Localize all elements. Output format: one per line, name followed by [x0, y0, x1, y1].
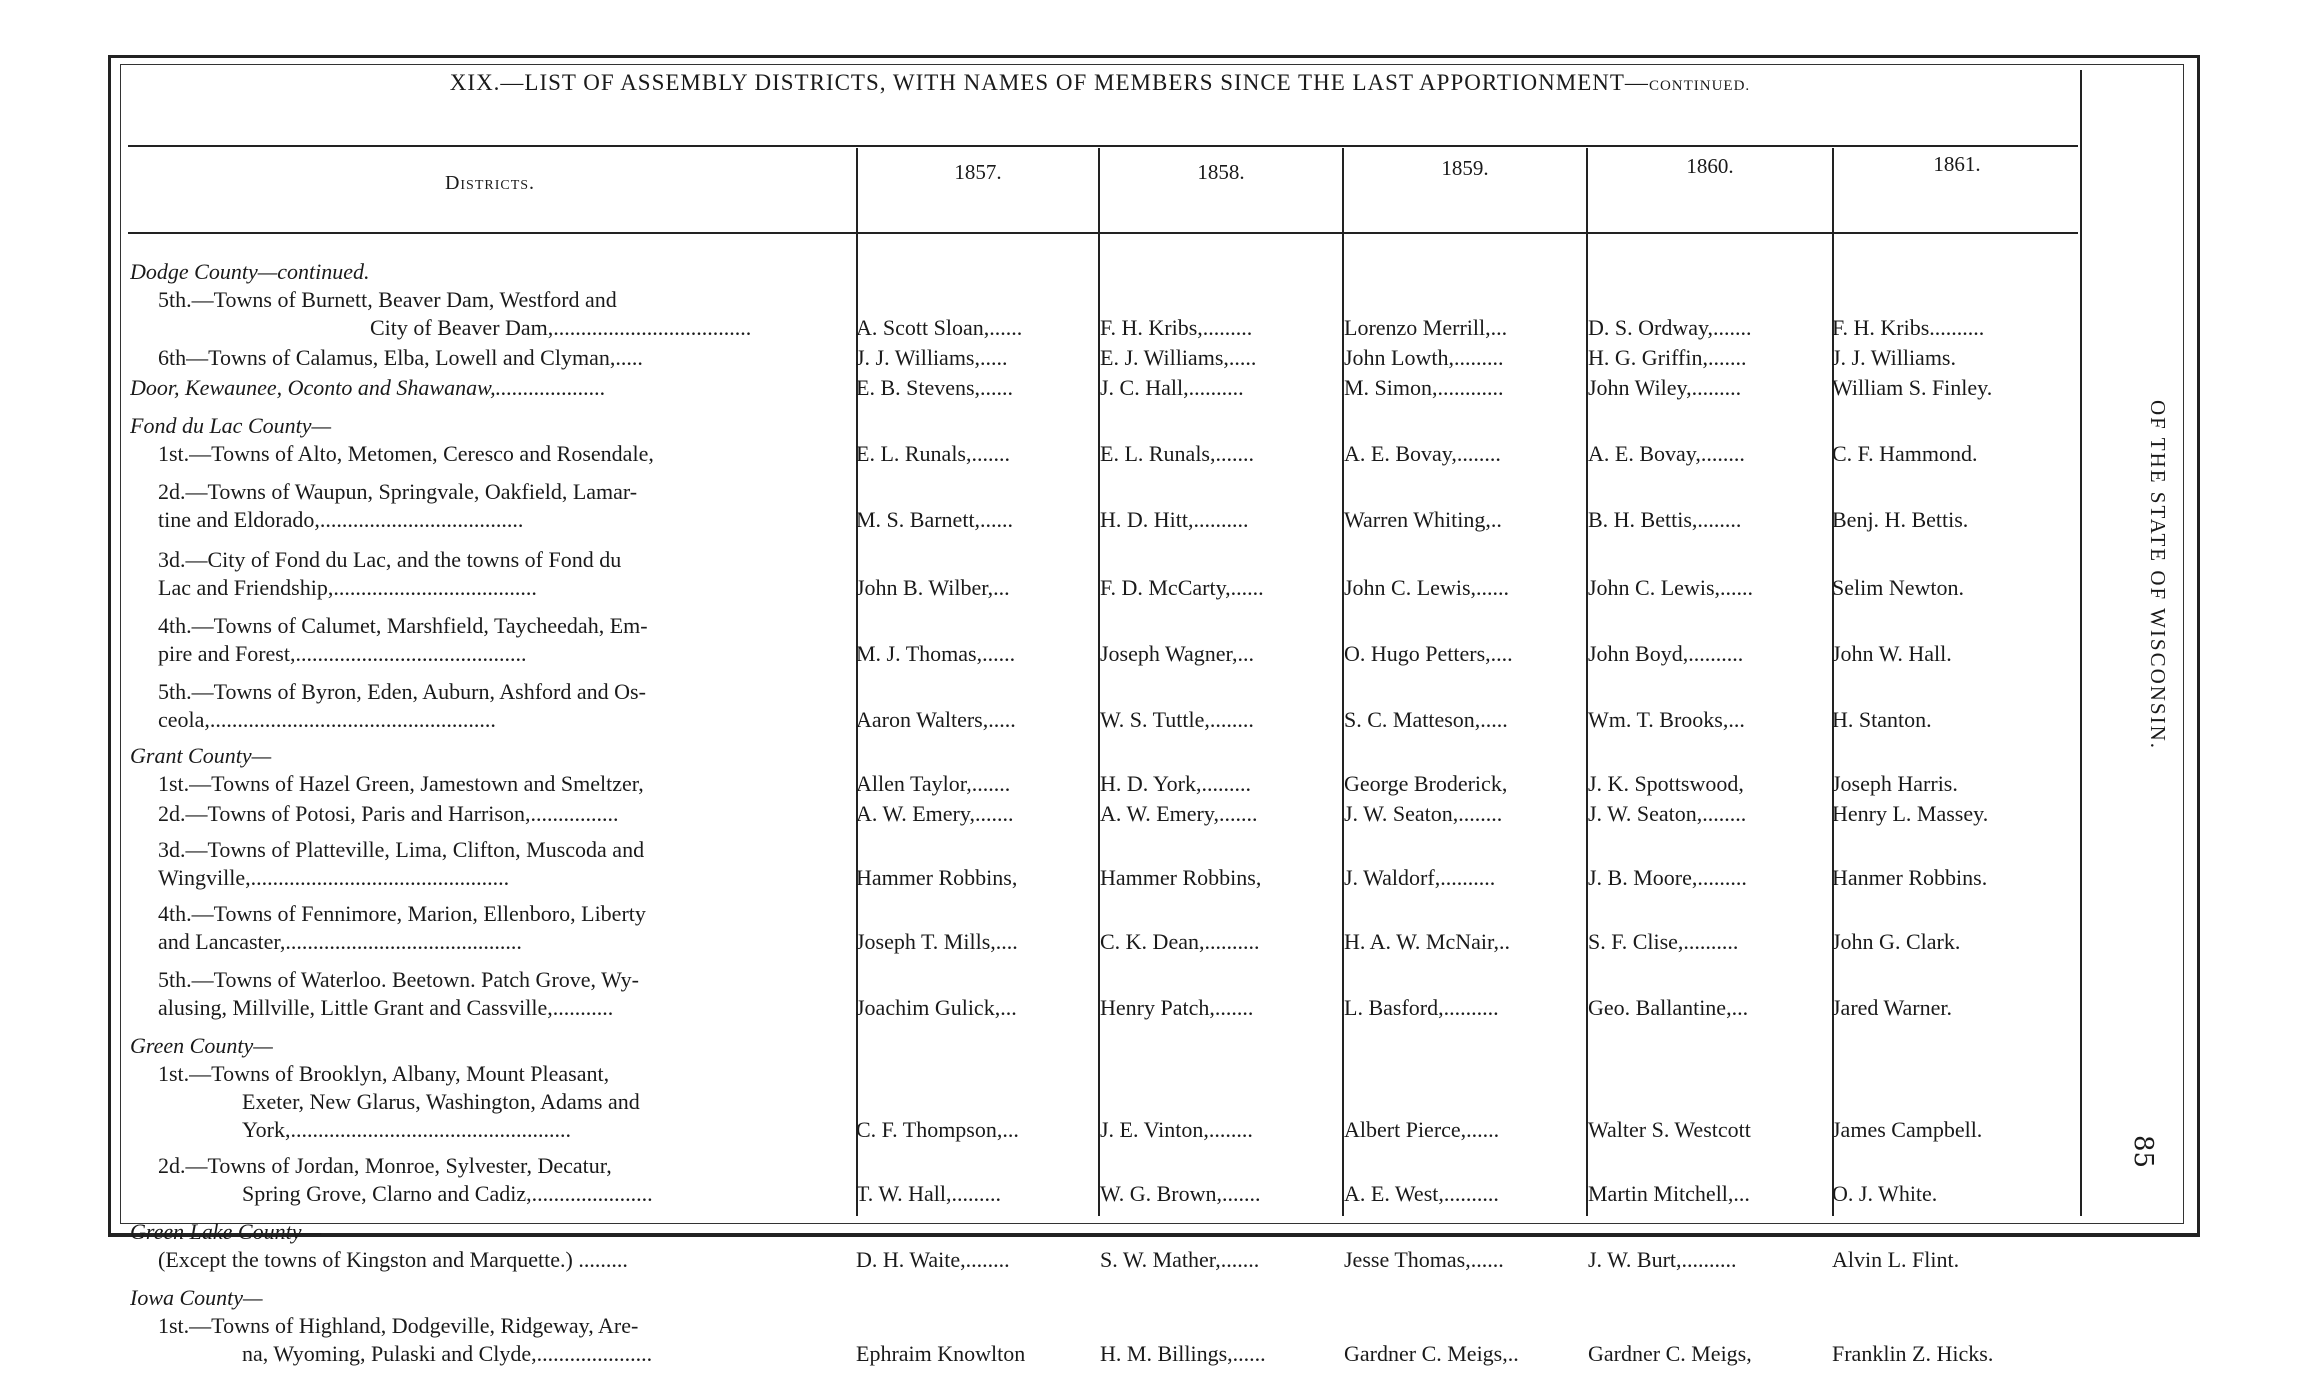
table-row	[130, 478, 2080, 534]
member-1859: George Broderick,	[1344, 771, 1508, 796]
member-1859: H. A. W. McNair,..	[1344, 929, 1510, 954]
district-cell	[130, 1218, 848, 1274]
member-1861: Benj. H. Bettis.	[1832, 507, 1969, 532]
header-1861: 1861.	[1933, 152, 1981, 176]
member-1861: John W. Hall.	[1832, 641, 1952, 666]
county-name: Dodge County—continued.	[130, 259, 370, 284]
member-1857: A. W. Emery,.......	[856, 801, 1014, 826]
county-name: Green Lake County—	[130, 1219, 322, 1244]
member-1859: Gardner C. Meigs,..	[1344, 1341, 1519, 1366]
district-line: alusing, Millville, Little Grant and Cassville,...........	[158, 995, 614, 1020]
member-1860: Martin Mitchell,...	[1588, 1181, 1750, 1206]
district-line: City of Beaver Dam,....................................	[370, 315, 752, 340]
member-1857: E. B. Stevens,......	[856, 375, 1014, 400]
member-1859: John C. Lewis,......	[1344, 575, 1509, 600]
member-1861: Alvin L. Flint.	[1832, 1247, 1960, 1272]
table-row	[130, 800, 2080, 828]
member-1861: Jared Warner.	[1832, 995, 1952, 1020]
member-1859: J. Waldorf,..........	[1344, 865, 1496, 890]
header-1857: 1857.	[954, 160, 1002, 184]
member-1858: Henry Patch,.......	[1100, 995, 1254, 1020]
member-1858: E. J. Williams,.....	[1100, 345, 1257, 370]
table-row	[130, 374, 2080, 402]
county-name: Fond du Lac County—	[130, 413, 332, 438]
member-1858: S. W. Mather,.......	[1100, 1247, 1260, 1272]
district-cell	[130, 900, 848, 956]
member-1859: Jesse Thomas,......	[1344, 1247, 1504, 1272]
member-1858: Joseph Wagner,...	[1100, 641, 1254, 666]
member-1859: J. W. Seaton,........	[1344, 801, 1503, 826]
district-cell	[130, 412, 848, 468]
table-row	[130, 1284, 2080, 1368]
page-number: 85	[2128, 1135, 2158, 1169]
district-line: Spring Grove, Clarno and Cadiz,......................	[242, 1181, 653, 1206]
table-row	[130, 1218, 2080, 1274]
district-cell	[130, 258, 848, 342]
district-cell	[130, 966, 848, 1022]
district-cell	[130, 374, 848, 402]
table-row	[130, 412, 2080, 468]
district-line: 1st.—Towns of Hazel Green, Jamestown and Smeltzer,	[158, 771, 644, 796]
member-1860: John C. Lewis,......	[1588, 575, 1753, 600]
district-line: tine and Eldorado,.....................................	[158, 507, 524, 532]
table-row	[130, 966, 2080, 1022]
header-rule	[128, 232, 2078, 234]
title-rule	[128, 145, 2078, 147]
member-1860: Geo. Ballantine,...	[1588, 995, 1749, 1020]
member-1857: E. L. Runals,.......	[856, 441, 1010, 466]
member-1859: Warren Whiting,..	[1344, 507, 1502, 532]
member-1861: Joseph Harris.	[1832, 771, 1958, 796]
member-1858: F. H. Kribs,.........	[1100, 315, 1253, 340]
member-1857: Hammer Robbins,	[856, 865, 1018, 890]
member-1858: W. S. Tuttle,........	[1100, 707, 1254, 732]
member-1861: O. J. White.	[1832, 1181, 1938, 1206]
member-1861: H. Stanton.	[1832, 707, 1932, 732]
district-cell	[130, 478, 848, 534]
member-1857: M. S. Barnett,......	[856, 507, 1014, 532]
table-title-main: XIX.—LIST OF ASSEMBLY DISTRICTS, WITH NAMES OF MEMBERS SINCE THE LAST APPORTIONMENT—	[449, 70, 1649, 95]
member-1858: C. K. Dean,..........	[1100, 929, 1260, 954]
member-1857: J. J. Williams,.....	[856, 345, 1008, 370]
member-1858: A. W. Emery,.......	[1100, 801, 1258, 826]
member-1859: L. Basford,..........	[1344, 995, 1499, 1020]
member-1860: B. H. Bettis,........	[1588, 507, 1742, 532]
county-name: Green County—	[130, 1033, 273, 1058]
table-row	[130, 344, 2080, 372]
district-line: 1st.—Towns of Highland, Dodgeville, Ridgeway, Are-	[158, 1313, 639, 1338]
member-1857: Ephraim Knowlton	[856, 1341, 1026, 1366]
district-line: 3d.—Towns of Platteville, Lima, Clifton, Muscoda and	[158, 837, 645, 862]
member-1858: H. D. Hitt,..........	[1100, 507, 1249, 532]
member-1860: John Boyd,..........	[1588, 641, 1744, 666]
district-cell	[130, 678, 848, 734]
district-cell	[130, 1284, 848, 1368]
member-1860: S. F. Clise,..........	[1588, 929, 1739, 954]
member-1857: Joachim Gulick,...	[856, 995, 1017, 1020]
county-name: Iowa County—	[130, 1285, 263, 1310]
district-line: ceola,....................................................	[158, 707, 496, 732]
member-1861: J. J. Williams.	[1832, 345, 1956, 370]
member-1859: O. Hugo Petters,....	[1344, 641, 1513, 666]
running-head: OF THE STATE OF WISCONSIN.	[2146, 400, 2170, 750]
member-1861: Henry L. Massey.	[1832, 801, 1989, 826]
district-line: 1st.—Towns of Alto, Metomen, Ceresco and Rosendale,	[158, 441, 654, 466]
member-1860: John Wiley,.........	[1588, 375, 1742, 400]
member-1859: A. E. West,..........	[1344, 1181, 1499, 1206]
member-1857: Joseph T. Mills,....	[856, 929, 1018, 954]
member-1859: Lorenzo Merrill,...	[1344, 315, 1508, 340]
district-cell	[130, 612, 848, 668]
district-line: 4th.—Towns of Calumet, Marshfield, Taycheedah, Em-	[158, 613, 648, 638]
table-row	[130, 258, 2080, 342]
table-row	[130, 836, 2080, 892]
table-row	[130, 900, 2080, 956]
member-1857: M. J. Thomas,......	[856, 641, 1016, 666]
member-1860: Wm. T. Brooks,...	[1588, 707, 1745, 732]
member-1860: Walter S. Westcott	[1588, 1117, 1751, 1142]
table-row	[130, 1152, 2080, 1208]
district-cell	[130, 1032, 848, 1144]
district-line: and Lancaster,...........................................	[158, 929, 522, 954]
member-1860: J. K. Spottswood,	[1588, 771, 1744, 796]
member-1859: S. C. Matteson,.....	[1344, 707, 1508, 732]
member-1858: W. G. Brown,.......	[1100, 1181, 1261, 1206]
member-1859: M. Simon,............	[1344, 375, 1504, 400]
county-name: Door, Kewaunee, Oconto and Shawanaw,....................	[130, 375, 606, 400]
member-1858: Hammer Robbins,	[1100, 865, 1262, 890]
member-1857: Aaron Walters,.....	[856, 707, 1016, 732]
header-1859: 1859.	[1441, 156, 1489, 180]
side-divider	[2080, 70, 2082, 1216]
member-1860: H. G. Griffin,.......	[1588, 345, 1747, 370]
member-1858: J. E. Vinton,........	[1100, 1117, 1253, 1142]
table-row	[130, 546, 2080, 602]
district-line: 3d.—City of Fond du Lac, and the towns of Fond du	[158, 547, 622, 572]
member-1860: J. B. Moore,.........	[1588, 865, 1747, 890]
member-1857: A. Scott Sloan,......	[856, 315, 1023, 340]
member-1860: A. E. Bovay,........	[1588, 441, 1745, 466]
member-1857: C. F. Thompson,...	[856, 1117, 1019, 1142]
district-line: 4th.—Towns of Fennimore, Marion, Ellenboro, Liberty	[158, 901, 646, 926]
district-cell	[130, 742, 848, 798]
member-1858: H. D. York,.........	[1100, 771, 1251, 796]
member-1860: D. S. Ordway,.......	[1588, 315, 1752, 340]
table-row	[130, 612, 2080, 668]
header-districts: Districts.	[444, 172, 536, 194]
member-1861: F. H. Kribs..........	[1832, 315, 1985, 340]
district-line: 2d.—Towns of Jordan, Monroe, Sylvester, Decatur,	[158, 1153, 612, 1178]
member-1861: C. F. Hammond.	[1832, 441, 1978, 466]
district-cell	[130, 344, 848, 372]
district-line: pire and Forest,..........................................	[158, 641, 527, 666]
member-1857: John B. Wilber,...	[856, 575, 1010, 600]
member-1859: Albert Pierce,......	[1344, 1117, 1500, 1142]
district-cell	[130, 546, 848, 602]
member-1858: E. L. Runals,.......	[1100, 441, 1254, 466]
table-title	[130, 70, 2070, 96]
district-line: Lac and Friendship,.....................................	[158, 575, 537, 600]
district-line: 2d.—Towns of Potosi, Paris and Harrison,................	[158, 801, 619, 826]
district-line: 5th.—Towns of Waterloo. Beetown. Patch Grove, Wy-	[158, 967, 639, 992]
member-1859: John Lowth,.........	[1344, 345, 1504, 370]
district-cell	[130, 800, 848, 828]
member-1858: J. C. Hall,..........	[1100, 375, 1244, 400]
member-1861: James Campbell.	[1832, 1117, 1983, 1142]
table-row	[130, 742, 2080, 798]
member-1861: William S. Finley.	[1832, 375, 1993, 400]
district-cell	[130, 836, 848, 892]
member-1860: Gardner C. Meigs,	[1588, 1341, 1752, 1366]
district-line: 5th.—Towns of Byron, Eden, Auburn, Ashford and Os-	[158, 679, 646, 704]
table-title-continued: CONTINUED.	[1648, 78, 1751, 94]
member-1860: J. W. Seaton,........	[1588, 801, 1747, 826]
district-line: York,...................................................	[242, 1117, 572, 1142]
member-table	[130, 252, 2080, 1368]
district-line: 1st.—Towns of Brooklyn, Albany, Mount Pleasant,	[158, 1061, 610, 1086]
district-line: 6th—Towns of Calamus, Elba, Lowell and Clyman,.....	[158, 345, 643, 370]
district-cell	[130, 1152, 848, 1208]
member-1860: J. W. Burt,..........	[1588, 1247, 1737, 1272]
table-row	[130, 1032, 2080, 1144]
member-1861: Franklin Z. Hicks.	[1832, 1341, 1994, 1366]
district-line: Exeter, New Glarus, Washington, Adams and	[242, 1089, 640, 1114]
district-line: 5th.—Towns of Burnett, Beaver Dam, Westford and	[158, 287, 617, 312]
member-1859: A. E. Bovay,........	[1344, 441, 1501, 466]
member-1861: John G. Clark.	[1832, 929, 1961, 954]
county-name: Grant County—	[130, 743, 272, 768]
header-1860: 1860.	[1686, 154, 1734, 178]
district-line: Wingville,...............................................	[158, 865, 510, 890]
member-1857: Allen Taylor,.......	[856, 771, 1011, 796]
member-1857: D. H. Waite,........	[856, 1247, 1010, 1272]
district-line: 2d.—Towns of Waupun, Springvale, Oakfield, Lamar-	[158, 479, 638, 504]
table-row	[130, 678, 2080, 734]
header-1858: 1858.	[1197, 160, 1245, 184]
district-line: (Except the towns of Kingston and Marquette.) .........	[158, 1247, 628, 1272]
district-line: na, Wyoming, Pulaski and Clyde,.....................	[242, 1341, 653, 1366]
member-1858: H. M. Billings,......	[1100, 1341, 1266, 1366]
member-1861: Selim Newton.	[1832, 575, 1964, 600]
member-1857: T. W. Hall,.........	[856, 1181, 1002, 1206]
member-1858: F. D. McCarty,......	[1100, 575, 1264, 600]
member-1861: Hanmer Robbins.	[1832, 865, 1988, 890]
